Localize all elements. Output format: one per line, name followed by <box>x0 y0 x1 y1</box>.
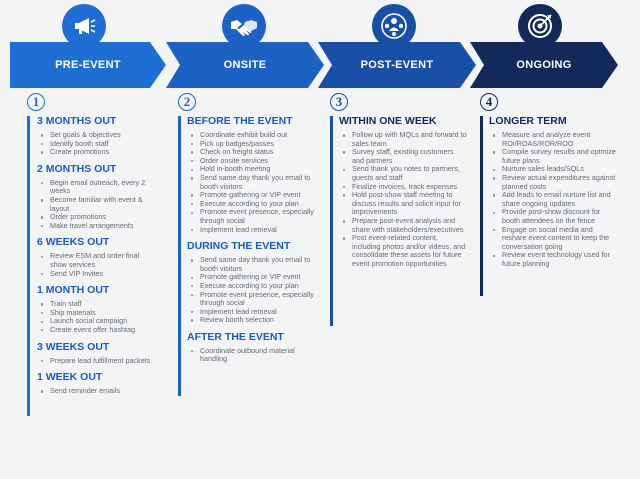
task-item: Hold in-booth meeting <box>187 165 315 174</box>
task-list <box>37 300 157 334</box>
section-heading: AFTER THE EVENT <box>187 330 284 343</box>
section-heading: DURING THE EVENT <box>187 240 291 253</box>
handshake-icon <box>229 12 259 40</box>
task-item: Compile survey results and optmize future plans <box>489 148 619 165</box>
task-item: Add leads to email nurture list and share ongoing updates <box>489 191 619 208</box>
stage-content <box>37 115 157 402</box>
task-item: Post event-related content, including photos and/or videos, and consolidate these assets for future event promotion opportunities <box>339 234 467 268</box>
task-item: Create promotions <box>37 148 157 157</box>
section-heading: 3 WEEKS OUT <box>37 340 110 353</box>
task-item: Order promotions <box>37 213 157 222</box>
task-list <box>187 347 315 364</box>
stage-pre-event <box>0 0 160 479</box>
task-item: Send same day thank you email to booth visitors <box>187 174 315 191</box>
stage-banner <box>470 42 618 88</box>
stage-title: ONSITE <box>223 59 267 71</box>
stage-divider <box>480 116 483 296</box>
task-item: Launch social campaign <box>37 317 157 326</box>
stage-divider <box>330 116 333 326</box>
section-heading: WITHIN ONE WEEK <box>339 115 437 127</box>
task-item: Promote gathering or VIP event <box>187 191 315 200</box>
task-list <box>187 256 315 325</box>
task-item: Identify booth staff <box>37 140 157 149</box>
task-list <box>489 131 619 269</box>
task-item: Review booth selection <box>187 316 315 325</box>
task-item: Measure and analyze event ROI/ROAS/ROR/ROO <box>489 131 619 148</box>
task-item: Provide post-show discount for booth attendees on the fence <box>489 208 619 225</box>
section-heading: 3 MONTHS OUT <box>37 115 117 127</box>
stage-number: 2 <box>178 93 196 111</box>
task-list <box>37 387 157 396</box>
task-item: Follow up with MQLs and forward to sales team <box>339 131 467 148</box>
stage-content <box>489 115 619 275</box>
section-heading: 6 WEEKS OUT <box>37 236 110 249</box>
task-item: Promote event presence, especially through social <box>187 208 315 225</box>
task-item: Train staff <box>37 300 157 309</box>
section-heading: LONGER TERM <box>489 115 567 127</box>
task-list <box>37 357 157 366</box>
task-item: Prepare lead fulfillment packets <box>37 357 157 366</box>
task-item: Coordinate outbound material handling <box>187 347 315 364</box>
stage-number: 4 <box>480 93 498 111</box>
task-item: Promote event presence, especially through social <box>187 291 315 308</box>
stage-banner <box>10 42 166 88</box>
task-list <box>37 252 157 278</box>
section-heading: BEFORE THE EVENT <box>187 115 293 127</box>
task-item: Begin email outreach, every 2 weeks <box>37 179 157 196</box>
task-item: Finalize invoices, track expenses <box>339 183 467 192</box>
stage-number: 1 <box>27 93 45 111</box>
target-icon <box>525 11 555 41</box>
task-item: Prepare post-event analysis and share with stakeholders/executives <box>339 217 467 234</box>
people-network-icon <box>379 11 409 41</box>
task-item: Pick up badges/passes <box>187 140 315 149</box>
task-item: Send same day thank you email to booth visitors <box>187 256 315 273</box>
stage-ongoing <box>480 0 640 479</box>
task-item: Become familiar with event & layout <box>37 196 157 213</box>
task-item: Send thank you notes to partners, guests and staff <box>339 165 467 182</box>
stage-divider <box>27 116 30 416</box>
stage-title: ONGOING <box>516 59 572 71</box>
task-item: Ship materials <box>37 309 157 318</box>
task-item: Execute according to your plan <box>187 200 315 209</box>
task-item: Create event offer hashtag <box>37 326 157 335</box>
task-item: Order onsite services <box>187 157 315 166</box>
stage-title: POST-EVENT <box>360 59 434 71</box>
stage-number: 3 <box>330 93 348 111</box>
stage-content <box>187 115 315 370</box>
task-item: Nurture sales leads/SQLs <box>489 165 619 174</box>
task-list <box>339 131 467 269</box>
task-item: Engage on social media and reshare event content to keep the conversation going <box>489 226 619 252</box>
task-list <box>37 179 157 231</box>
stage-content <box>339 115 467 275</box>
task-item: Implement lead retrieval <box>187 308 315 317</box>
task-item: Send reminder emails <box>37 387 157 396</box>
section-heading: 1 WEEK OUT <box>37 371 103 384</box>
section-heading: 2 MONTHS OUT <box>37 162 117 175</box>
task-item: Review ESM and order final show services <box>37 252 157 269</box>
task-item: Send VIP Invites <box>37 270 157 279</box>
stage-onsite <box>160 0 320 479</box>
task-item: Implement lead retrieval <box>187 226 315 235</box>
stage-banner <box>166 42 324 88</box>
task-item: Check on freight status <box>187 148 315 157</box>
task-item: Promote gathering or VIP event <box>187 273 315 282</box>
task-item: Execute according to your plan <box>187 282 315 291</box>
task-item: Coordinate exhibit build out <box>187 131 315 140</box>
task-item: Review event technology used for future planning <box>489 251 619 268</box>
task-list <box>187 131 315 234</box>
stage-title: PRE-EVENT <box>55 59 121 71</box>
task-item: Set goals & objectives <box>37 131 157 140</box>
task-item: Hold post-show staff meeting to discuss results and solicit input for improvements <box>339 191 467 217</box>
stage-banner <box>318 42 476 88</box>
task-item: Review actual expenditures against planned costs <box>489 174 619 191</box>
task-item: Make travel arrangements <box>37 222 157 231</box>
task-item: Survey staff, existing customers and partners <box>339 148 467 165</box>
megaphone-icon <box>70 12 98 40</box>
stage-divider <box>178 116 181 396</box>
task-list <box>37 131 157 157</box>
stage-post-event <box>320 0 480 479</box>
section-heading: 1 MONTH OUT <box>37 284 110 297</box>
